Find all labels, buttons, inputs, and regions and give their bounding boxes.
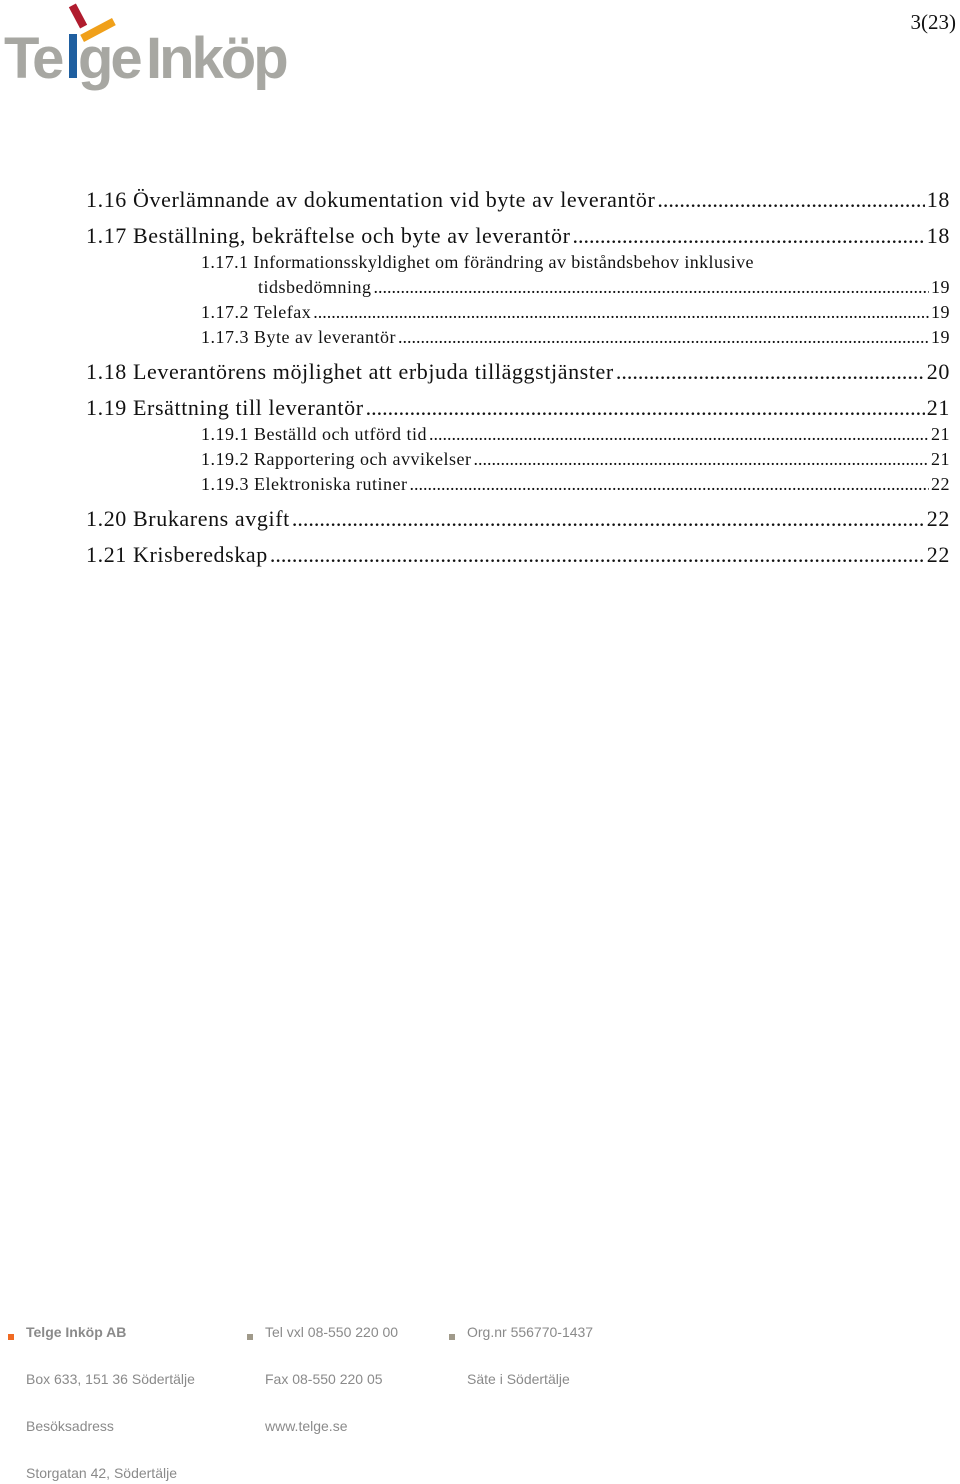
svg-text:ge: ge	[78, 26, 140, 91]
toc-title: Ersättning till leverantör	[133, 395, 364, 420]
leader-dots	[573, 223, 925, 249]
toc-number: 1.17.2	[201, 302, 249, 322]
toc-title: Överlämnande av dokumentation vid byte av leverantör	[133, 187, 656, 212]
leader-dots	[473, 449, 929, 470]
footer-company: Telge Inköp AB	[26, 1324, 127, 1340]
footer-org: Org.nr 556770-1437	[467, 1324, 594, 1340]
toc-page: 18	[926, 187, 950, 212]
toc-entry[interactable]	[86, 506, 950, 532]
leader-dots	[657, 187, 924, 213]
toc-page: 22	[926, 506, 950, 531]
svg-text:Inköp: Inköp	[146, 26, 286, 91]
toc-number: 1.19.2	[201, 449, 249, 469]
toc-entry[interactable]	[201, 474, 950, 495]
toc-title: Brukarens avgift	[133, 506, 290, 531]
footer-address: Box 633, 151 36 Södertälje	[26, 1371, 195, 1387]
leader-dots	[374, 277, 930, 298]
leader-dots	[398, 327, 929, 348]
toc-entry[interactable]	[201, 327, 950, 348]
toc-entry[interactable]	[201, 449, 950, 470]
toc-number: 1.17.1	[201, 252, 249, 272]
toc-title-cont: tidsbedömning	[258, 277, 372, 297]
toc-title: Telefax	[254, 302, 312, 322]
leader-dots	[270, 542, 925, 568]
toc-number: 1.17	[86, 223, 127, 248]
toc-page: 19	[931, 302, 950, 322]
svg-text:Te: Te	[4, 26, 62, 91]
bullet-icon	[8, 1334, 14, 1340]
toc-title: Rapportering och avvikelser	[254, 449, 472, 469]
toc-entry-line[interactable]	[201, 252, 754, 273]
toc-page: 22	[931, 474, 950, 494]
toc-page: 19	[931, 277, 950, 297]
toc-entry[interactable]	[86, 542, 950, 568]
toc-number: 1.19.1	[201, 424, 249, 444]
toc-entry[interactable]	[201, 302, 950, 323]
toc-page: 22	[926, 542, 950, 567]
toc-title: Beställning, bekräftelse och byte av leverantör	[133, 223, 571, 248]
toc-page: 21	[926, 395, 950, 420]
toc-entry[interactable]	[86, 395, 950, 421]
toc-title: Elektroniska rutiner	[254, 474, 408, 494]
toc-entry[interactable]	[86, 223, 950, 249]
toc-entry[interactable]	[201, 424, 950, 445]
toc-number: 1.18	[86, 359, 127, 384]
toc-entry[interactable]	[258, 277, 950, 298]
telge-inkop-logo	[4, 2, 294, 94]
toc-entry[interactable]	[86, 359, 950, 385]
toc-number: 1.20	[86, 506, 127, 531]
toc-number: 1.17.3	[201, 327, 249, 347]
leader-dots	[429, 424, 929, 445]
page-number: 3(23)	[910, 10, 956, 34]
toc-page: 21	[931, 449, 950, 469]
leader-dots	[313, 302, 929, 323]
footer-fax: Fax 08-550 220 05	[265, 1371, 383, 1387]
toc-page: 20	[926, 359, 950, 384]
toc-title: Byte av leverantör	[254, 327, 396, 347]
toc-title: Beställd och utförd tid	[254, 424, 427, 444]
leader-dots	[366, 395, 925, 421]
toc-page: 18	[926, 223, 950, 248]
footer-visit-address: Storgatan 42, Södertälje	[26, 1465, 177, 1481]
footer-tel: Tel vxl 08-550 220 00	[265, 1324, 399, 1340]
leader-dots	[409, 474, 929, 495]
leader-dots	[292, 506, 925, 532]
footer-visit-label: Besöksadress	[26, 1418, 114, 1434]
toc-title: Informationsskyldighet om förändring av biståndsbehov inklusive	[253, 252, 754, 272]
toc-number: 1.19	[86, 395, 127, 420]
footer-web-link[interactable]: www.telge.se	[265, 1418, 348, 1434]
toc-page: 19	[931, 327, 950, 347]
toc-title: Krisberedskap	[133, 542, 268, 567]
toc-page: 21	[931, 424, 950, 444]
toc-entry[interactable]	[86, 187, 950, 213]
toc-number: 1.21	[86, 542, 127, 567]
footer-seat: Säte i Södertälje	[467, 1371, 570, 1387]
toc-number: 1.16	[86, 187, 127, 212]
toc-number: 1.19.3	[201, 474, 249, 494]
leader-dots	[616, 359, 925, 385]
bullet-icon	[247, 1334, 253, 1340]
toc-title: Leverantörens möjlighet att erbjuda tilläggstjänster	[133, 359, 614, 384]
bullet-icon	[449, 1334, 455, 1340]
